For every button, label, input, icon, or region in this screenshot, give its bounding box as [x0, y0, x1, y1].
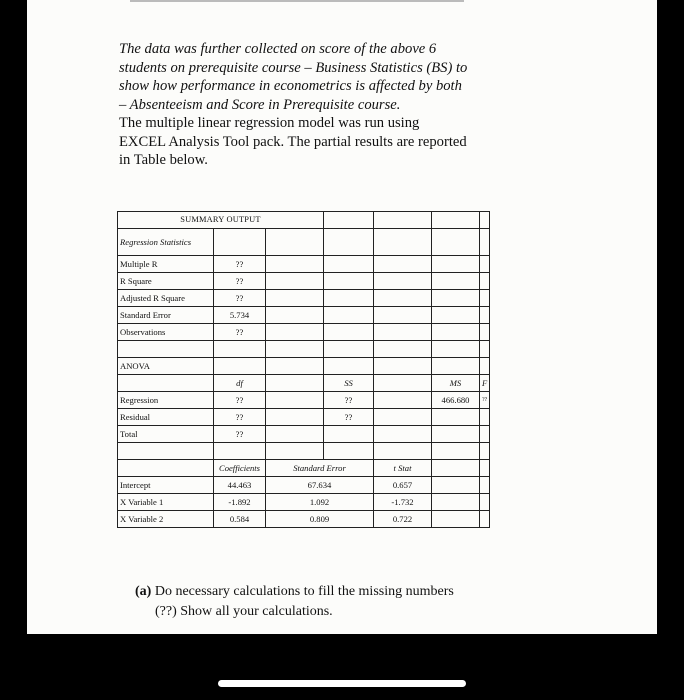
t-value: 0.722 [374, 511, 432, 528]
stat-label: Standard Error [118, 307, 214, 324]
anova-ss: ?? [324, 392, 374, 409]
table-row [118, 426, 490, 443]
question-line-2: (??) Show all your calculations. [155, 604, 333, 619]
anova-f: ?? [480, 392, 490, 409]
anova-row-label: Residual [118, 409, 214, 426]
intro-italic-line: – Absenteeism and Score in Prerequisite course. [119, 96, 401, 113]
table-row [118, 392, 490, 409]
summary-output-table [117, 211, 490, 528]
question-line-1: Do necessary calculations to fill the missing numbers [154, 584, 454, 599]
table-row [118, 324, 490, 341]
anova-df: ?? [214, 409, 266, 426]
t-value: 0.657 [374, 477, 432, 494]
coef-value: -1.892 [214, 494, 266, 511]
stat-value: ?? [214, 273, 266, 290]
anova-row-label: Regression [118, 392, 214, 409]
coefficient-header-row [118, 460, 490, 477]
table-row [118, 494, 490, 511]
table-row [118, 511, 490, 528]
anova-ms [432, 409, 480, 426]
coef-value: 44.463 [214, 477, 266, 494]
anova-df: ?? [214, 426, 266, 443]
table-row [118, 341, 490, 358]
anova-df: ?? [214, 392, 266, 409]
intro-italic-line: show how performance in econometrics is affected by both [119, 78, 462, 94]
se-value: 0.809 [266, 511, 374, 528]
t-header: t Stat [374, 460, 432, 477]
stat-value: 5.734 [214, 307, 266, 324]
t-value: -1.732 [374, 494, 432, 511]
stat-label: Adjusted R Square [118, 290, 214, 307]
table-title-row [118, 212, 490, 229]
table-row [118, 443, 490, 460]
stat-label: Observations [118, 324, 214, 341]
table-row [118, 307, 490, 324]
stat-value: ?? [214, 256, 266, 273]
question-label: (a) [135, 584, 152, 599]
anova-header-ss: SS [324, 375, 374, 392]
intro-italic-line: students on prerequisite course – Business Statistics (BS) to [119, 59, 468, 76]
table-row [118, 229, 490, 256]
table-row [118, 409, 490, 426]
anova-ms [432, 426, 480, 443]
anova-f [480, 426, 490, 443]
anova-header-ms: MS [432, 375, 480, 392]
se-header: Standard Error [266, 460, 374, 477]
table-row [118, 273, 490, 290]
intro-regular-line: in Table below. [119, 152, 208, 168]
anova-ms: 466.680 [432, 392, 480, 409]
table-row [118, 256, 490, 273]
anova-header-df: df [214, 375, 266, 392]
stat-value: ?? [214, 290, 266, 307]
anova-label: ANOVA [118, 358, 214, 375]
anova-ss: ?? [324, 409, 374, 426]
intro-regular-line: EXCEL Analysis Tool pack. The partial results are reported [119, 133, 467, 150]
home-indicator-bar[interactable] [218, 680, 466, 687]
coef-row-label: X Variable 1 [118, 494, 214, 511]
table-row [118, 358, 490, 375]
intro-paragraph [119, 40, 567, 170]
anova-header-f: F [480, 375, 490, 392]
cropped-text-line [130, 0, 464, 2]
stat-label: Multiple R [118, 256, 214, 273]
stat-label: R Square [118, 273, 214, 290]
coef-row-label: Intercept [118, 477, 214, 494]
table-row [118, 477, 490, 494]
coef-row-label: X Variable 2 [118, 511, 214, 528]
coef-value: 0.584 [214, 511, 266, 528]
se-value: 1.092 [266, 494, 374, 511]
anova-header-row [118, 375, 490, 392]
table-title: SUMMARY OUTPUT [118, 212, 324, 229]
se-value: 67.634 [266, 477, 374, 494]
stat-value: ?? [214, 324, 266, 341]
coef-header: Coefficients [214, 460, 266, 477]
anova-f [480, 409, 490, 426]
table-row [118, 290, 490, 307]
anova-ss [324, 426, 374, 443]
question-a [135, 582, 575, 622]
regression-statistics-label: Regression Statistics [118, 229, 214, 256]
intro-italic-line: The data was further collected on score of the above 6 [119, 41, 437, 57]
anova-row-label: Total [118, 426, 214, 443]
intro-regular-line: The multiple linear regression model was run using [119, 115, 420, 131]
